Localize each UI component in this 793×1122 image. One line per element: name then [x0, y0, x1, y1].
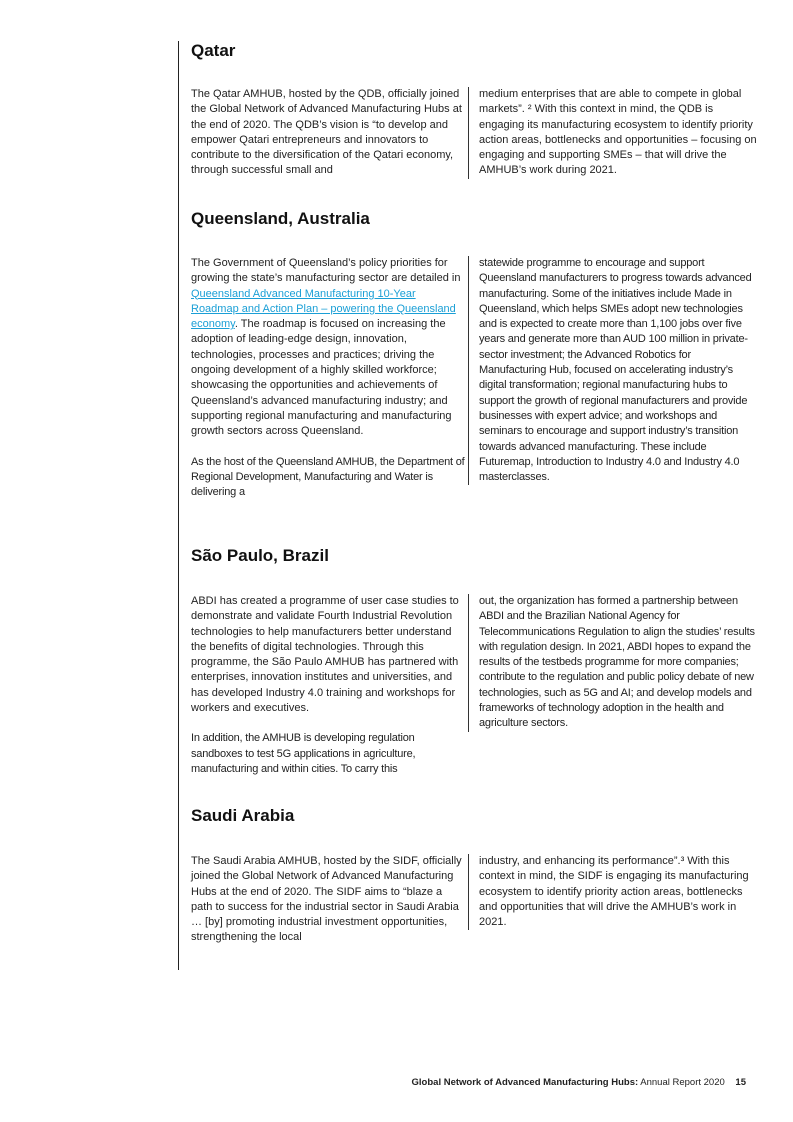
qatar-left-text: The Qatar AMHUB, hosted by the QDB, officially joined the Global Network of Advanced Manufacturing Hubs at the end of 2020. The QDB’s vision is “to develop and empower Qatari entrepreneurs and innovators to contribute to the diversification of the Qatari economy, through successful small and	[191, 88, 462, 177]
sao-paulo-right-text: out, the organization has formed a partnership between ABDI and the Brazilian National Agency for Telecommunications Regulation to align the studies’ results with regulation design. In 2021, ABDI hopes to expand the results of the testbeds programme for more companies; contribute to the regulation and public policy debate of new technologies, such as 5G and AI; and develop models and frameworks of technology adoption in the health and agriculture sectors.	[479, 595, 755, 730]
sao-paulo-right-column	[468, 594, 759, 732]
heading-qatar: Qatar	[191, 41, 236, 60]
footer-report-title: Global Network of Advanced Manufacturing Hubs:	[411, 1077, 639, 1088]
sao-paulo-left-paragraph-1: ABDI has created a programme of user case studies to demonstrate and validate Fourth Industrial Revolution technologies to help manufacturers better understand the benefits of digital technologies. Through this programme, the São Paulo AMHUB has partnered with enterprises, innovation institutes and universities, and has developed Industry 4.0 training and workshops for workers and executives.	[191, 595, 459, 715]
qatar-right-column	[468, 87, 759, 179]
section-rule	[178, 41, 179, 970]
saudi-arabia-right-text: industry, and enhancing its performance”.³ With this context in mind, the SIDF is engaging its manufacturing ecosystem to identify priority action areas, bottlenecks and opportunities that will drive the AMHUB’s work in 2021.	[479, 855, 749, 929]
page-footer	[412, 1077, 746, 1088]
heading-queensland: Queensland, Australia	[191, 209, 370, 228]
page-number: 15	[735, 1077, 746, 1088]
saudi-arabia-right-column	[468, 854, 759, 930]
queensland-left-paragraph-2: As the host of the Queensland AMHUB, the Department of Regional Development, Manufacturing and Water is delivering a	[191, 455, 465, 499]
queensland-text-intro: The Government of Queensland’s policy priorities for growing the state’s manufacturing sector are detailed in	[191, 257, 461, 285]
queensland-right-text: statewide programme to encourage and support Queensland manufacturers to progress towards advanced manufacturing. Some of the initiatives include Made in Queensland, which helps SMEs adopt new technologies and is expected to create more than 1,100 jobs over five years and generate more than AUD 100 million in private-sector investment; the Advanced Robotics for Manufacturing Hub, focused on accelerating industry’s digital transformation; regional manufacturing hubs to support the growth of regional manufacturers and provide businesses with expert advice; and workshops and seminars to encourage and support industry’s transition towards advanced manufacturing. These include Futuremap, Introduction to Industry 4.0 and Industry 4.0 masterclasses.	[479, 257, 752, 484]
sao-paulo-left-column	[191, 594, 466, 777]
queensland-left-column	[191, 256, 466, 500]
qatar-right-text: medium enterprises that are able to compete in global markets”. ² With this context in mind, the QDB is engaging its manufacturing ecosystem to identify priority action areas, bottlenecks and opportunities – focusing on engaging and supporting SMEs – that will drive the AMHUB’s work during 2021.	[479, 88, 757, 177]
queensland-left-paragraph-1	[191, 256, 466, 440]
saudi-arabia-left-text: The Saudi Arabia AMHUB, hosted by the SIDF, officially joined the Global Network of Advanced Manufacturing Hubs at the end of 2020. The SIDF aims to “blaze a path to success for the industrial sector in Saudi Arabia … [by] promoting industrial investment opportunities, strengthening the local	[191, 855, 462, 944]
heading-sao-paulo: São Paulo, Brazil	[191, 546, 329, 565]
sao-paulo-left-paragraph-2: In addition, the AMHUB is developing regulation sandboxes to test 5G applications in agriculture, manufacturing and within cities. To carry this	[191, 732, 416, 775]
queensland-text-roadmap: . The roadmap is focused on increasing the adoption of leading-edge design, innovation, technologies, processes and practices; driving the ongoing development of a highly skilled workforce; showcasing the opportunities and achievements of Queensland’s advanced manufacturing industry; and supporting regional manufacturing and manufacturing growth sectors across Queensland.	[191, 318, 452, 438]
queensland-roadmap-link[interactable]: Queensland Advanced Manufacturing 10-Year Roadmap and Action Plan – powering the Queensland economy	[191, 287, 456, 331]
qatar-left-column	[191, 87, 466, 179]
queensland-right-column	[468, 256, 759, 485]
saudi-arabia-left-column	[191, 854, 466, 946]
footer-report-subtitle: Annual Report 2020	[640, 1077, 725, 1088]
heading-saudi-arabia: Saudi Arabia	[191, 806, 295, 825]
